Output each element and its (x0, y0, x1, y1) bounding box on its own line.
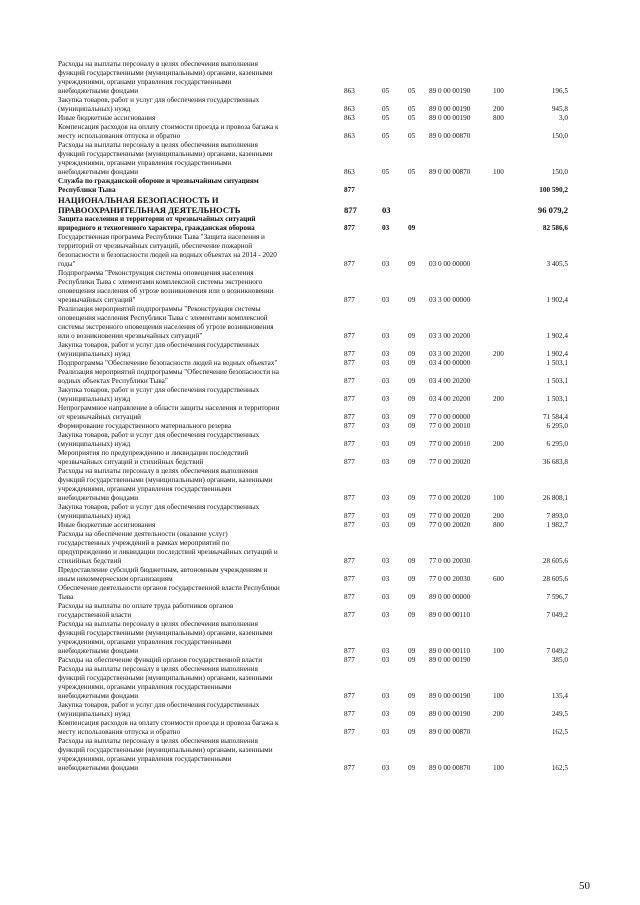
amount: 7 893,0 (546, 512, 568, 521)
ved-code: 877 (344, 186, 355, 194)
ved-code: 877 (344, 440, 355, 449)
table-row (58, 584, 568, 602)
row-description: Расходы на выплаты персоналу в целях обеспечения выполнения функций государственными (муниципальными) органами, казенными учреждениями, органами управления государственными внебюджетными фондами (58, 467, 273, 503)
table-row (58, 737, 568, 773)
amount: 1 902,4 (546, 296, 568, 305)
ved-code: 877 (344, 260, 355, 269)
table-row (58, 269, 568, 305)
subsection-code: 05 (408, 168, 416, 176)
table-row (58, 665, 568, 701)
expense-type-code: 200 (493, 105, 504, 113)
row-description: Расходы на выплаты персоналу в целях обеспечения выполнения функций государственными (муниципальными) органами, казенными учреждениями, органами управления государственными внебюджетными фондами (58, 141, 273, 176)
section-code: 05 (382, 105, 390, 113)
target-article-code: 89 0 00 00190 (429, 692, 471, 701)
table-row (58, 60, 568, 96)
budget-table (58, 60, 568, 773)
section-code: 03 (382, 494, 390, 503)
row-description: Иные бюджетные ассигнования (58, 114, 156, 122)
section-code: 03 (382, 692, 390, 701)
target-article-code: 03 4 00 20200 (429, 377, 471, 386)
row-description: Расходы на обеспечение функций органов государственной власти (58, 656, 263, 665)
subsection-code: 05 (408, 114, 416, 122)
target-article-code: 89 0 00 00870 (429, 132, 471, 140)
amount: 162,5 (551, 728, 568, 737)
row-description: Закупка товаров, работ и услуг для обеспечения государственных (муниципальных) нужд (58, 341, 260, 359)
table-row (58, 602, 568, 620)
section-code: 03 (382, 260, 390, 269)
row-description: Иные бюджетные ассигнования (58, 521, 156, 530)
row-description: Обеспечение деятельности органов государственной власти Республики Тыва (58, 584, 280, 602)
target-article-code: 77 0 00 20010 (429, 422, 471, 431)
row-description: Реализация мероприятий подпрограммы "Обеспечение безопасности на водных объектах Республики Тыва" (58, 368, 279, 386)
section-code: 03 (382, 728, 390, 737)
amount: 36 683,8 (542, 458, 568, 467)
subsection-code: 09 (408, 656, 416, 665)
amount: 96 079,2 (537, 205, 568, 216)
amount: 150,0 (551, 168, 568, 176)
subsection-code: 09 (408, 440, 416, 449)
expense-type-code: 100 (493, 764, 504, 773)
ved-code: 877 (344, 494, 355, 503)
table-row (58, 123, 568, 141)
subsection-code: 09 (408, 764, 416, 773)
target-article-code: 89 0 00 00190 (429, 656, 471, 665)
section-code: 03 (382, 359, 390, 368)
ved-code: 877 (344, 521, 355, 530)
table-row (58, 449, 568, 467)
table-row (58, 656, 568, 665)
subsection-code: 09 (408, 413, 416, 422)
amount: 1 982,7 (546, 521, 568, 530)
ved-code: 877 (344, 593, 355, 602)
ved-code: 877 (344, 710, 355, 719)
table-row (58, 177, 568, 195)
table-row (58, 215, 568, 233)
ved-code: 877 (344, 647, 355, 656)
subsection-code: 05 (408, 87, 416, 95)
ved-code: 877 (344, 728, 355, 737)
subsection-code: 09 (408, 647, 416, 656)
ved-code: 877 (344, 422, 355, 431)
row-description: Закупка товаров, работ и услуг для обеспечения государственных (муниципальных) нужд (58, 386, 260, 404)
table-row (58, 566, 568, 584)
row-description: Подпрограмма "Реконструкция системы оповещения населения Республики Тыва с элементами комплексной системы экстренного оповещения населения об угрозе возникновения или о возникновении чрезвычайных ситуаций" (58, 269, 274, 305)
section-code: 03 (382, 224, 390, 233)
expense-type-code: 100 (493, 168, 504, 176)
subsection-code: 09 (408, 611, 416, 620)
subsection-code: 09 (408, 224, 416, 233)
row-description: Расходы на выплаты персоналу в целях обеспечения выполнения функций государственными (муниципальными) органами, казенными учреждениями, органами управления государственными внебюджетными фондами (58, 620, 273, 656)
row-description: Расходы на выплаты по оплате труда работников органов государственной власти (58, 602, 234, 620)
target-article-code: 03 0 00 00000 (429, 260, 471, 269)
amount: 100 590,2 (539, 186, 568, 194)
section-code: 03 (382, 377, 390, 386)
row-description: Закупка товаров, работ и услуг для обеспечения государственных (муниципальных) нужд (58, 96, 260, 113)
ved-code: 877 (344, 413, 355, 422)
target-article-code: 89 0 00 00870 (429, 764, 471, 773)
section-code: 03 (382, 205, 391, 216)
ved-code: 863 (344, 168, 355, 176)
amount: 28 605,6 (542, 575, 568, 584)
table-row (58, 719, 568, 737)
row-description: Расходы на выплаты персоналу в целях обеспечения выполнения функций государственными (муниципальными) органами, казенными учреждениями, органами управления государственными внебюджетными фондами (58, 60, 273, 95)
target-article-code: 89 0 00 00000 (429, 593, 471, 602)
subsection-code: 09 (408, 458, 416, 467)
expense-type-code: 200 (493, 512, 504, 521)
section-code: 03 (382, 611, 390, 620)
table-row (58, 431, 568, 449)
amount: 28 605,6 (542, 557, 568, 566)
target-article-code: 77 0 00 20030 (429, 557, 471, 566)
row-description: Служба по гражданской обороне и чрезвычайным ситуациям Республики Тыва (58, 177, 259, 194)
amount: 135,4 (551, 692, 568, 701)
table-row (58, 195, 568, 215)
section-code: 03 (382, 647, 390, 656)
target-article-code: 03 4 00 20200 (429, 395, 471, 404)
amount: 7 596,7 (546, 593, 568, 602)
section-code: 03 (382, 296, 390, 305)
subsection-code: 09 (408, 422, 416, 431)
row-description: Защита населения и территории от чрезвычайных ситуаций природного и техногенного характера, гражданская оборона (58, 215, 256, 233)
amount: 1 503,1 (546, 395, 568, 404)
row-description: Формирование государственного материального резерва (58, 422, 232, 431)
ved-code: 877 (344, 656, 355, 665)
section-code: 03 (382, 656, 390, 665)
target-article-code: 77 0 00 20030 (429, 575, 471, 584)
subsection-code: 05 (408, 105, 416, 113)
target-article-code: 89 0 00 00190 (429, 114, 471, 122)
subsection-code: 09 (408, 728, 416, 737)
ved-code: 877 (344, 350, 355, 359)
target-article-code: 77 0 00 20020 (429, 494, 471, 503)
subsection-code: 09 (408, 692, 416, 701)
ved-code: 877 (344, 692, 355, 701)
row-description: Компенсация расходов на оплату стоимости проезда и провоза багажа к месту использования отпуска и обратно (58, 123, 279, 140)
amount: 71 584,4 (542, 413, 568, 422)
target-article-code: 77 0 00 20020 (429, 458, 471, 467)
row-description: Мероприятия по предупреждению и ликвидации последствий чрезвычайных ситуаций и стихийных бедствий (58, 449, 249, 467)
target-article-code: 77 0 00 20020 (429, 521, 471, 530)
subsection-code: 05 (408, 132, 416, 140)
row-description: Государственная программа Республики Тыва "Защита населения и территорий от чрезвычайных ситуаций, обеспечение пожарной безопасности и безопасности людей на водных объектах на 2014 - 2020 годы" (58, 233, 277, 269)
subsection-code: 09 (408, 494, 416, 503)
row-description: Расходы на выплаты персоналу в целях обеспечения выполнения функций государственными (муниципальными) органами, казенными учреждениями, органами управления государственными внебюджетными фондами (58, 665, 273, 701)
amount: 385,0 (551, 656, 568, 665)
row-description: НАЦИОНАЛЬНАЯ БЕЗОПАСНОСТЬ И ПРАВООХРАНИТЕЛЬНАЯ ДЕЯТЕЛЬНОСТЬ (58, 195, 241, 216)
amount: 945,8 (551, 105, 568, 113)
row-description: Предоставление субсидий бюджетным, автономным учреждениям и иным некоммерческим организациям (58, 566, 268, 584)
page-number: 50 (579, 880, 590, 892)
amount: 249,5 (551, 710, 568, 719)
expense-type-code: 100 (493, 494, 504, 503)
ved-code: 877 (344, 377, 355, 386)
amount: 3 405,5 (546, 260, 568, 269)
amount: 82 586,6 (542, 224, 568, 233)
section-code: 03 (382, 764, 390, 773)
ved-code: 877 (344, 512, 355, 521)
amount: 196,5 (551, 87, 568, 95)
row-description: Закупка товаров, работ и услуг для обеспечения государственных (муниципальных) нужд (58, 503, 260, 521)
table-row (58, 96, 568, 114)
ved-code: 877 (344, 575, 355, 584)
amount: 6 295,0 (546, 440, 568, 449)
amount: 7 049,2 (546, 611, 568, 620)
expense-type-code: 200 (493, 440, 504, 449)
target-article-code: 77 0 00 20020 (429, 512, 471, 521)
section-code: 03 (382, 332, 390, 341)
row-description: Реализация мероприятий подпрограммы "Реконструкция системы оповещения населения Республики Тыва с элементами комплексной системы экстренного оповещения населения об угрозе возникновения или о возникновении чрезвычайных ситуаций" (58, 305, 274, 341)
ved-code: 877 (344, 557, 355, 566)
table-row (58, 114, 568, 123)
expense-type-code: 200 (493, 350, 504, 359)
subsection-code: 09 (408, 332, 416, 341)
ved-code: 877 (344, 332, 355, 341)
amount: 3,0 (559, 114, 568, 122)
amount: 1 503,1 (546, 377, 568, 386)
table-row (58, 422, 568, 431)
subsection-code: 09 (408, 350, 416, 359)
target-article-code: 89 0 00 00870 (429, 168, 471, 176)
table-row (58, 359, 568, 368)
section-code: 03 (382, 710, 390, 719)
ved-code: 877 (344, 205, 357, 216)
ved-code: 877 (344, 359, 355, 368)
table-row (58, 701, 568, 719)
section-code: 03 (382, 512, 390, 521)
target-article-code: 03 4 00 00000 (429, 359, 471, 368)
section-code: 05 (382, 132, 390, 140)
section-code: 05 (382, 87, 390, 95)
ved-code: 877 (344, 296, 355, 305)
table-row (58, 404, 568, 422)
ved-code: 863 (344, 87, 355, 95)
table-row (58, 503, 568, 521)
ved-code: 863 (344, 114, 355, 122)
section-code: 03 (382, 440, 390, 449)
target-article-code: 03 3 00 20200 (429, 332, 471, 341)
expense-type-code: 100 (493, 692, 504, 701)
row-description: Расходы на выплаты персоналу в целях обеспечения выполнения функций государственными (муниципальными) органами, казенными учреждениями, органами управления государственными внебюджетными фондами (58, 737, 273, 773)
section-code: 03 (382, 350, 390, 359)
subsection-code: 09 (408, 710, 416, 719)
target-article-code: 89 0 00 00190 (429, 87, 471, 95)
table-row (58, 530, 568, 566)
ved-code: 863 (344, 132, 355, 140)
target-article-code: 89 0 00 00190 (429, 710, 471, 719)
table-row (58, 467, 568, 503)
amount: 1 902,4 (546, 332, 568, 341)
subsection-code: 09 (408, 521, 416, 530)
ved-code: 863 (344, 105, 355, 113)
expense-type-code: 800 (493, 114, 504, 122)
table-row (58, 386, 568, 404)
target-article-code: 89 0 00 00870 (429, 728, 471, 737)
section-code: 05 (382, 114, 390, 122)
target-article-code: 89 0 00 00110 (429, 611, 471, 620)
table-row (58, 141, 568, 177)
amount: 6 295,0 (546, 422, 568, 431)
amount: 162,5 (551, 764, 568, 773)
ved-code: 877 (344, 611, 355, 620)
amount: 26 808,1 (542, 494, 568, 503)
target-article-code: 03 3 00 20200 (429, 350, 471, 359)
ved-code: 877 (344, 458, 355, 467)
section-code: 03 (382, 557, 390, 566)
section-code: 03 (382, 575, 390, 584)
amount: 150,0 (551, 132, 568, 140)
table-row (58, 521, 568, 530)
row-description: Расходы на обеспечение деятельности (оказание услуг) государственных учреждений в рамках мероприятий по предупреждению и ликвидации последствий чрезвычайных ситуаций и стихийных бедствий (58, 530, 278, 566)
table-row (58, 305, 568, 341)
amount: 1 902,4 (546, 350, 568, 359)
target-article-code: 77 0 00 20010 (429, 440, 471, 449)
expense-type-code: 100 (493, 87, 504, 95)
target-article-code: 03 3 00 00000 (429, 296, 471, 305)
section-code: 03 (382, 458, 390, 467)
subsection-code: 09 (408, 395, 416, 404)
target-article-code: 89 0 00 00110 (429, 647, 471, 656)
ved-code: 877 (344, 764, 355, 773)
section-code: 03 (382, 593, 390, 602)
table-row (58, 620, 568, 656)
subsection-code: 09 (408, 512, 416, 521)
target-article-code: 77 0 00 00000 (429, 413, 471, 422)
subsection-code: 09 (408, 557, 416, 566)
table-row (58, 233, 568, 269)
expense-type-code: 600 (493, 575, 504, 584)
row-description: Закупка товаров, работ и услуг для обеспечения государственных (муниципальных) нужд (58, 701, 260, 719)
ved-code: 877 (344, 395, 355, 404)
expense-type-code: 200 (493, 710, 504, 719)
subsection-code: 09 (408, 593, 416, 602)
expense-type-code: 800 (493, 521, 504, 530)
expense-type-code: 100 (493, 647, 504, 656)
subsection-code: 09 (408, 296, 416, 305)
row-description: Непрограммное направление в области защиты населения и территории от чрезвычайных ситуаций (58, 404, 280, 422)
subsection-code: 09 (408, 359, 416, 368)
section-code: 03 (382, 413, 390, 422)
row-description: Подпрограмма "Обеспечение безопасности людей на водных объектах" (58, 359, 278, 368)
section-code: 03 (382, 422, 390, 431)
ved-code: 877 (344, 224, 355, 233)
amount: 1 503,1 (546, 359, 568, 368)
row-description: Закупка товаров, работ и услуг для обеспечения государственных (муниципальных) нужд (58, 431, 260, 449)
section-code: 03 (382, 395, 390, 404)
subsection-code: 09 (408, 575, 416, 584)
amount: 7 049,2 (546, 647, 568, 656)
expense-type-code: 200 (493, 395, 504, 404)
table-row (58, 341, 568, 359)
row-description: Компенсация расходов на оплату стоимости проезда и провоза багажа к месту использования отпуска и обратно (58, 719, 279, 737)
subsection-code: 09 (408, 377, 416, 386)
table-row (58, 368, 568, 386)
subsection-code: 09 (408, 260, 416, 269)
section-code: 03 (382, 521, 390, 530)
section-code: 05 (382, 168, 390, 176)
target-article-code: 89 0 00 00190 (429, 105, 471, 113)
